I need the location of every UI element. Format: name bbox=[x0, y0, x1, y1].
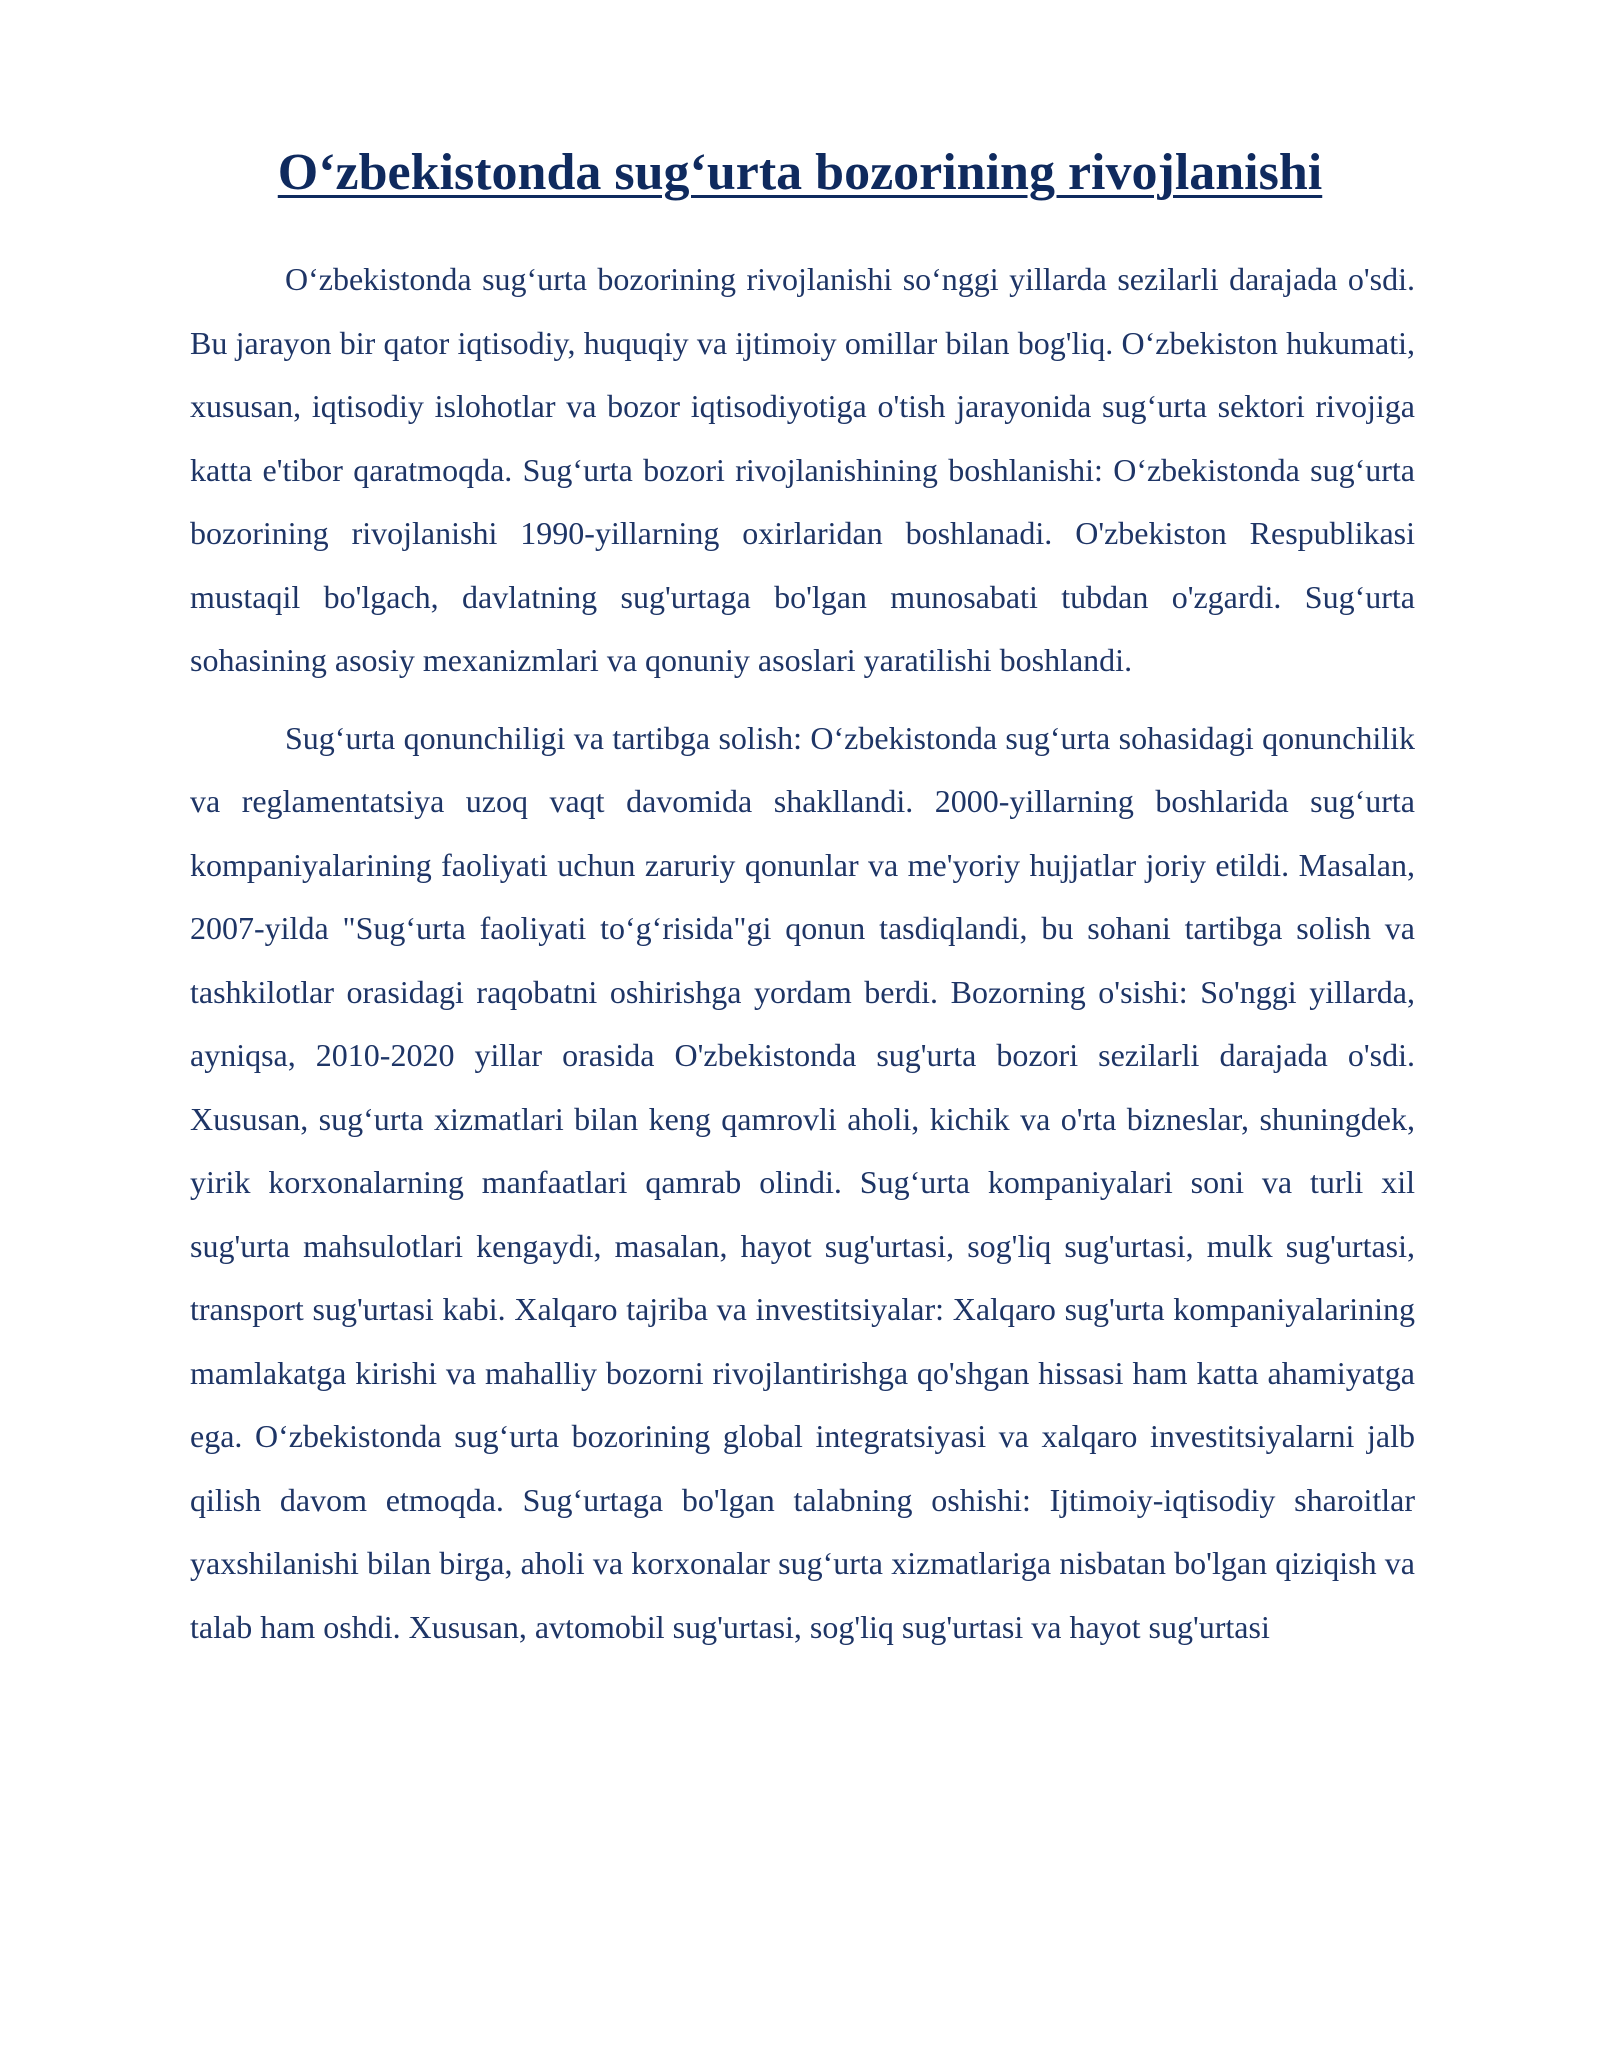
paragraph-1: O‘zbekistonda sug‘urta bozorining rivojlanishi so‘nggi yillarda sezilarli darajada o'sdi. Bu jarayon bir qator iqtisodiy, huquqiy va ijtimoiy omillar bilan bog'liq. O‘zbekiston hukumati, xususan, iqtisodiy islohotlar va bozor iqtisodiyotiga o'tish jarayonida sug‘urta sektori rivojiga katta e'tibor qaratmoqda. Sug‘urta bozori rivojlanishining boshlanishi: O‘zbekistonda sug‘urta bozorining rivojlanishi 1990-yillarning oxirlaridan boshlanadi. O'zbekiston Respublikasi mustaqil bo'lgach, davlatning sug'urtaga bo'lgan munosabati tubdan o'zgardi. Sug‘urta sohasining asosiy mexanizmlari va qonuniy asoslari yaratilishi boshlandi. bbox=[190, 261, 1415, 678]
document-title: O‘zbekistonda sug‘urta bozorining rivojlanishi bbox=[277, 144, 1323, 201]
paragraph-2: Sug‘urta qonunchiligi va tartibga solish: O‘zbekistonda sug‘urta sohasidagi qonunchilik va reglamentatsiya uzoq vaqt davomida shakllandi. 2000-yillarning boshlarida sug‘urta kompaniyalarining faoliyati uchun zaruriy qonunlar va me'yoriy hujjatlar joriy etildi. Masalan, 2007-yilda "Sug‘urta faoliyati to‘g‘risida"gi qonun tasdiqlandi, bu sohani tartibga solish va tashkilotlar orasidagi raqobatni oshirishga yordam berdi. Bozorning o'sishi: So'nggi yillarda, ayniqsa, 2010-2020 yillar orasida O'zbekistonda sug'urta bozori sezilarli darajada o'sdi. Xususan, sug‘urta xizmatlari bilan keng qamrovli aholi, kichik va o'rta bizneslar, shuningdek, yirik korxonalarning manfaatlari qamrab olindi. Sug‘urta kompaniyalari soni va turli xil sug'urta mahsulotlari kengaydi, masalan, hayot sug'urtasi, sog'liq sug'urtasi, mulk sug'urtasi, transport sug'urtasi kabi. Xalqaro tajriba va investitsiyalar: Xalqaro sug'urta kompaniyalarining mamlakatga kirishi va mahalliy bozorni rivojlantirishga qo'shgan hissasi ham katta ahamiyatga ega. O‘zbekistonda sug‘urta bozorining global integratsiyasi va xalqaro investitsiyalarni jalb qilish davom etmoqda. Sug‘urtaga bo'lgan talabning oshishi: Ijtimoiy-iqtisodiy sharoitlar yaxshilanishi bilan birga, aholi va korxonalar sug‘urta xizmatlariga nisbatan bo'lgan qiziqish va talab ham oshdi. Xususan, avtomobil sug'urtasi, sog'liq sug'urtasi va hayot sug'urtasi bbox=[190, 719, 1415, 1645]
document-body bbox=[190, 248, 1415, 1673]
